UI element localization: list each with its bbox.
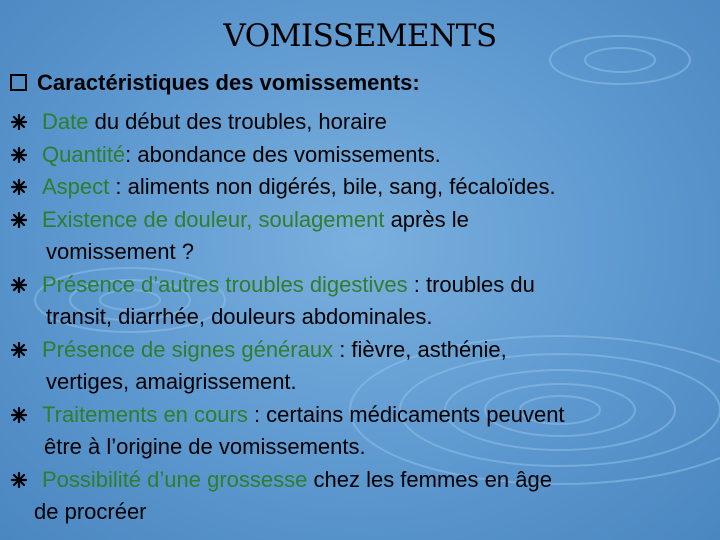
sparkle-bullet-icon <box>10 204 32 236</box>
item-text: : aliments non digérés, bile, sang, fécaloïdes. <box>109 174 556 199</box>
item-text: : certains médicaments peuvent <box>247 401 565 427</box>
item-highlight: Présence de signes généraux <box>42 336 334 362</box>
list-item-grossesse <box>10 464 715 529</box>
checkbox-bullet-icon <box>10 74 27 91</box>
item-continuation: de procréer <box>34 499 147 524</box>
list-item-signes-generaux <box>10 334 715 399</box>
item-continuation: être à l’origine de vomissements. <box>44 434 366 459</box>
item-text: chez les femmes en âge <box>307 466 552 492</box>
list-item-troubles-digestifs <box>10 269 715 334</box>
sparkle-bullet-icon <box>10 334 32 366</box>
list-item-aspect <box>10 171 715 204</box>
list-item-quantite <box>10 139 715 172</box>
sparkle-bullet-icon <box>10 269 32 301</box>
item-highlight: Aspect <box>42 174 110 199</box>
item-continuation: transit, diarrhée, douleurs abdominales. <box>46 304 433 329</box>
item-text: après le <box>384 206 469 232</box>
bullet-list <box>10 106 715 529</box>
sparkle-bullet-icon <box>10 171 32 203</box>
item-highlight: Existence de douleur, soulagement <box>42 206 385 232</box>
item-text: : fièvre, asthénie, <box>333 336 507 362</box>
slide-title: VOMISSEMENTS <box>223 18 497 54</box>
item-highlight: Présence d’autres troubles digestives <box>42 271 408 297</box>
list-item-traitements <box>10 399 715 464</box>
sparkle-bullet-icon <box>10 106 32 138</box>
sparkle-bullet-icon <box>10 464 32 496</box>
item-highlight: Quantité <box>42 141 126 167</box>
list-item-douleur <box>10 204 715 269</box>
item-highlight: Date <box>42 109 89 134</box>
sparkle-bullet-icon <box>10 139 32 171</box>
item-highlight: Possibilité d’une grossesse <box>42 466 308 492</box>
item-text: : abondance des vomissements. <box>125 141 441 167</box>
sparkle-bullet-icon <box>10 399 32 431</box>
item-text: du début des troubles, horaire <box>88 109 387 134</box>
item-text: : troubles du <box>407 271 535 297</box>
item-highlight: Traitements en cours <box>42 401 248 427</box>
section-heading: Caractéristiques des vomissements: <box>8 70 420 96</box>
item-continuation: vertiges, amaigrissement. <box>46 369 297 394</box>
list-item-date <box>10 106 715 139</box>
item-continuation: vomissement ? <box>46 239 194 264</box>
